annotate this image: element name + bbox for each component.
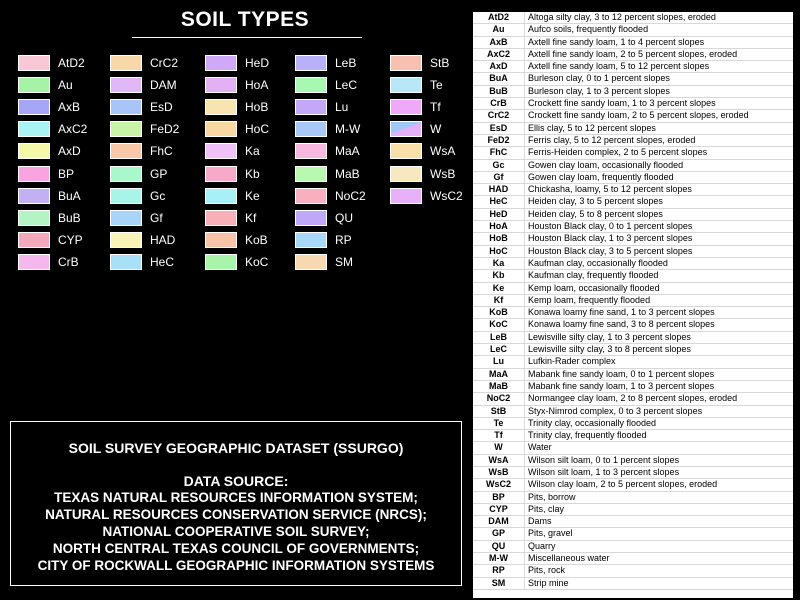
soil-code-cell: HeD	[473, 208, 525, 220]
soil-description-cell: Heiden clay, 5 to 8 percent slopes	[525, 208, 794, 220]
soil-description-cell: Pits, clay	[525, 503, 794, 515]
legend-item	[18, 162, 113, 184]
data-source-line: NORTH CENTRAL TEXAS COUNCIL OF GOVERNMENTS;	[52, 541, 420, 556]
swatch-column	[295, 52, 390, 273]
soil-description-cell: Quarry	[525, 540, 794, 552]
swatch-column	[205, 52, 300, 273]
soil-code-cell: HoA	[473, 221, 525, 233]
color-swatch	[295, 77, 327, 93]
soil-description-cell: Wilson silt loam, 1 to 3 percent slopes	[525, 466, 794, 478]
soil-code-cell: WsA	[473, 454, 525, 466]
legend-item	[205, 251, 300, 273]
soil-description-cell: Miscellaneous water	[525, 553, 794, 565]
legend-item	[18, 207, 113, 229]
color-swatch	[110, 210, 142, 226]
table-row	[473, 24, 793, 36]
color-swatch	[295, 99, 327, 115]
color-swatch	[18, 210, 50, 226]
table-row	[473, 48, 793, 60]
table-row	[473, 577, 793, 589]
swatch-column	[110, 52, 205, 273]
legend-item	[390, 140, 485, 162]
legend-item	[295, 118, 390, 140]
swatch-label: GP	[150, 166, 168, 181]
table-row	[473, 540, 793, 552]
soil-code-cell: BuA	[473, 73, 525, 85]
table-row	[473, 405, 793, 417]
soil-description-cell: Burleson clay, 0 to 1 percent slopes	[525, 73, 794, 85]
swatch-label: FeD2	[150, 122, 180, 137]
legend-item	[295, 74, 390, 96]
table-row	[473, 466, 793, 478]
soil-code-cell: QU	[473, 540, 525, 552]
table-row	[473, 61, 793, 73]
table-row	[473, 380, 793, 392]
legend-item	[205, 96, 300, 118]
soil-code-cell: Ke	[473, 282, 525, 294]
swatch-label: Gc	[150, 188, 166, 203]
color-swatch	[18, 55, 50, 71]
table-row	[473, 307, 793, 319]
soil-description-cell: Crockett fine sandy loam, 2 to 5 percent slopes, eroded	[525, 110, 794, 122]
table-row	[473, 184, 793, 196]
swatch-label: HoC	[245, 122, 270, 137]
soil-code-cell: EsD	[473, 122, 525, 134]
table-row	[473, 171, 793, 183]
data-source-line: CITY OF ROCKWALL GEOGRAPHIC INFORMATION SYSTEMS	[37, 558, 435, 573]
soil-description-cell: Wilson clay loam, 2 to 5 percent slopes, eroded	[525, 479, 794, 491]
legend-item	[205, 207, 300, 229]
table-row	[473, 454, 793, 466]
soil-code-cell: FeD2	[473, 134, 525, 146]
color-swatch	[205, 121, 237, 137]
table-row	[473, 73, 793, 85]
soil-code-cell: Ka	[473, 257, 525, 269]
swatch-label: Kb	[245, 166, 260, 181]
swatch-label: KoB	[245, 232, 268, 247]
table-row	[473, 12, 793, 24]
legend-item	[18, 140, 113, 162]
legend-item	[205, 185, 300, 207]
soil-code-cell: StB	[473, 405, 525, 417]
legend-item	[390, 185, 485, 207]
legend-item	[205, 162, 300, 184]
color-swatch	[205, 143, 237, 159]
color-swatch	[110, 188, 142, 204]
swatch-label: CYP	[58, 232, 83, 247]
soil-description-cell: Pits, borrow	[525, 491, 794, 503]
soil-code-cell: AxD	[473, 61, 525, 73]
legend-item	[110, 229, 205, 251]
soil-description-cell: Trinity clay, occasionally flooded	[525, 417, 794, 429]
swatch-label: EsD	[150, 100, 173, 115]
swatch-label: HoB	[245, 100, 269, 115]
swatch-label: MaB	[335, 166, 360, 181]
legend-item	[390, 162, 485, 184]
table-row	[473, 368, 793, 380]
table-row	[473, 331, 793, 343]
legend-item	[205, 52, 300, 74]
legend-item	[205, 140, 300, 162]
data-source-line: NATURAL RESOURCES CONSERVATION SERVICE (NRCS);	[45, 507, 427, 522]
color-swatch	[18, 99, 50, 115]
color-swatch	[295, 188, 327, 204]
soil-description-cell: Lewisville silty clay, 1 to 3 percent slopes	[525, 331, 794, 343]
legend-item	[205, 229, 300, 251]
color-swatch	[295, 210, 327, 226]
soil-code-cell: SM	[473, 577, 525, 589]
soil-code-cell: GP	[473, 528, 525, 540]
soil-code-cell: HAD	[473, 184, 525, 196]
soil-description-cell: Lufkin-Rader complex	[525, 356, 794, 368]
soil-code-cell: Te	[473, 417, 525, 429]
swatch-label: CrB	[58, 254, 79, 269]
swatch-column	[390, 52, 485, 207]
data-source-line: TEXAS NATURAL RESOURCES INFORMATION SYSTEM;	[54, 490, 418, 505]
soil-code-cell: HeC	[473, 196, 525, 208]
legend-item	[390, 118, 485, 140]
table-row	[473, 553, 793, 565]
swatch-label: HeC	[150, 254, 175, 269]
color-swatch	[18, 188, 50, 204]
swatch-label: HeD	[245, 56, 270, 71]
table-row	[473, 159, 793, 171]
soil-code-cell: WsC2	[473, 479, 525, 491]
swatch-label: CrC2	[150, 56, 179, 71]
legend-item	[110, 52, 205, 74]
swatch-label: BP	[58, 166, 75, 181]
color-swatch	[295, 55, 327, 71]
swatch-label: RP	[335, 232, 352, 247]
soil-code-cell: AxB	[473, 36, 525, 48]
swatch-label: LeC	[335, 78, 358, 93]
swatch-label: KoC	[245, 254, 269, 269]
legend-item	[110, 251, 205, 273]
legend-item	[18, 74, 113, 96]
soil-code-cell: Gf	[473, 171, 525, 183]
title-underline	[132, 37, 362, 38]
legend-item	[295, 251, 390, 273]
soil-description-cell: Water	[525, 442, 794, 454]
table-row	[473, 430, 793, 442]
soil-description-cell: Houston Black clay, 3 to 5 percent slopes	[525, 245, 794, 257]
table-row	[473, 503, 793, 515]
table-row	[473, 98, 793, 110]
table-row	[473, 294, 793, 306]
legend-title: SOIL TYPES	[180, 8, 310, 31]
data-source-heading: DATA SOURCE:	[183, 473, 289, 489]
table-row	[473, 147, 793, 159]
color-swatch	[205, 210, 237, 226]
soil-description-cell: Trinity clay, frequently flooded	[525, 430, 794, 442]
swatch-label: AxC2	[58, 122, 88, 137]
color-swatch	[110, 166, 142, 182]
color-swatch	[295, 121, 327, 137]
legend-item	[110, 140, 205, 162]
color-swatch	[18, 143, 50, 159]
table-row	[473, 516, 793, 528]
soil-description-cell: Strip mine	[525, 577, 794, 589]
soil-description-cell: Houston Black clay, 1 to 3 percent slopes	[525, 233, 794, 245]
swatch-label: MaA	[335, 144, 360, 159]
swatch-label: Kf	[245, 210, 257, 225]
color-swatch	[295, 254, 327, 270]
soil-code-cell: DAM	[473, 516, 525, 528]
swatch-label: FhC	[150, 144, 173, 159]
table-row	[473, 528, 793, 540]
color-swatch	[18, 232, 50, 248]
soil-description-cell: Crockett fine sandy loam, 1 to 3 percent slopes	[525, 98, 794, 110]
soil-code-cell: CrC2	[473, 110, 525, 122]
color-swatch	[390, 143, 422, 159]
table-row	[473, 270, 793, 282]
swatch-label: AtD2	[58, 56, 85, 71]
legend-item	[205, 74, 300, 96]
legend-item	[295, 162, 390, 184]
table-row	[473, 122, 793, 134]
swatch-label: Ka	[245, 144, 260, 159]
color-swatch	[205, 188, 237, 204]
swatch-label: WsB	[430, 166, 456, 181]
legend-item	[295, 207, 390, 229]
swatch-label: AxD	[58, 144, 81, 159]
soil-description-cell: Houston Black clay, 0 to 1 percent slopes	[525, 221, 794, 233]
legend-item	[18, 229, 113, 251]
table-row	[473, 356, 793, 368]
table-row	[473, 221, 793, 233]
color-swatch	[205, 166, 237, 182]
swatch-label: SM	[335, 254, 353, 269]
table-row	[473, 319, 793, 331]
swatch-label: M-W	[335, 122, 361, 137]
color-swatch	[18, 121, 50, 137]
legend-item	[295, 140, 390, 162]
swatch-label: HoA	[245, 78, 269, 93]
color-swatch	[390, 77, 422, 93]
soil-description-cell: Axtell fine sandy loam, 1 to 4 percent slopes	[525, 36, 794, 48]
soil-description-cell: Aufco soils, frequently flooded	[525, 24, 794, 36]
soil-code-cell: MaA	[473, 368, 525, 380]
color-swatch	[390, 188, 422, 204]
legend-item	[110, 74, 205, 96]
table-row	[473, 245, 793, 257]
legend-item	[390, 74, 485, 96]
soil-description-cell: Normangee clay loam, 2 to 8 percent slopes, eroded	[525, 393, 794, 405]
table-row	[473, 565, 793, 577]
color-swatch	[205, 232, 237, 248]
table-row	[473, 393, 793, 405]
legend-item	[295, 96, 390, 118]
soil-description-cell: Pits, rock	[525, 565, 794, 577]
legend-item	[295, 229, 390, 251]
soil-description-cell: Dams	[525, 516, 794, 528]
legend-item	[110, 185, 205, 207]
swatch-column	[18, 52, 113, 273]
soil-code-cell: LeB	[473, 331, 525, 343]
data-source-line: NATIONAL COOPERATIVE SOIL SURVEY;	[102, 524, 370, 539]
color-swatch	[390, 99, 422, 115]
color-swatch	[295, 232, 327, 248]
soil-description-cell: Konawa loamy fine sand, 3 to 8 percent slopes	[525, 319, 794, 331]
legend-item	[110, 207, 205, 229]
swatch-label: W	[430, 122, 442, 137]
soil-code-cell: NoC2	[473, 393, 525, 405]
color-swatch	[390, 166, 422, 182]
color-swatch	[110, 99, 142, 115]
legend-item	[18, 52, 113, 74]
soil-code-cell: W	[473, 442, 525, 454]
legend-item	[110, 96, 205, 118]
table-row	[473, 344, 793, 356]
soil-code-cell: MaB	[473, 380, 525, 392]
table-row	[473, 110, 793, 122]
soil-code-cell: HoB	[473, 233, 525, 245]
swatch-label: Tf	[430, 100, 441, 115]
soil-description-cell: Styx-Nimrod complex, 0 to 3 percent slopes	[525, 405, 794, 417]
table-row	[473, 479, 793, 491]
color-swatch	[110, 77, 142, 93]
swatch-label: LeB	[335, 56, 357, 71]
table-row	[473, 134, 793, 146]
table-row	[473, 442, 793, 454]
soil-description-cell: Mabank fine sandy loam, 0 to 1 percent slopes	[525, 368, 794, 380]
legend-item	[18, 118, 113, 140]
legend-item	[110, 118, 205, 140]
soil-description-table	[473, 12, 793, 598]
color-swatch	[205, 55, 237, 71]
soil-code-cell: AxC2	[473, 48, 525, 60]
soil-description-cell: Kemp loam, occasionally flooded	[525, 282, 794, 294]
table-row	[473, 85, 793, 97]
soil-code-cell: Au	[473, 24, 525, 36]
legend-item	[110, 162, 205, 184]
swatch-label: DAM	[150, 78, 177, 93]
color-swatch	[205, 77, 237, 93]
legend-item	[205, 118, 300, 140]
soil-code-cell: Lu	[473, 356, 525, 368]
table-row	[473, 417, 793, 429]
soil-description-cell: Burleson clay, 1 to 3 percent slopes	[525, 85, 794, 97]
table-row	[473, 282, 793, 294]
color-swatch	[18, 254, 50, 270]
soil-description-cell: Kaufman clay, occasionally flooded	[525, 257, 794, 269]
table-row	[473, 196, 793, 208]
soil-code-cell: RP	[473, 565, 525, 577]
soil-description-cell: Kaufman clay, frequently flooded	[525, 270, 794, 282]
soil-code-cell: KoB	[473, 307, 525, 319]
soil-description-cell: Ferris-Heiden complex, 2 to 5 percent slopes	[525, 147, 794, 159]
color-swatch	[18, 166, 50, 182]
soil-code-cell: BP	[473, 491, 525, 503]
legend-item	[390, 52, 485, 74]
color-swatch	[295, 143, 327, 159]
data-source-box	[10, 421, 462, 586]
color-swatch	[110, 254, 142, 270]
swatch-label: BuA	[58, 188, 81, 203]
color-swatch	[390, 121, 422, 137]
color-swatch	[110, 55, 142, 71]
soil-code-cell: CrB	[473, 98, 525, 110]
soil-description-cell: Heiden clay, 3 to 5 percent slopes	[525, 196, 794, 208]
soil-code-cell: M-W	[473, 553, 525, 565]
soil-description-cell: Konawa loamy fine sand, 1 to 3 percent slopes	[525, 307, 794, 319]
soil-description-cell: Altoga silty clay, 3 to 12 percent slopes, eroded	[525, 12, 794, 24]
soil-description-cell: Ferris clay, 5 to 12 percent slopes, eroded	[525, 134, 794, 146]
swatch-label: BuB	[58, 210, 81, 225]
swatch-label: StB	[430, 56, 450, 71]
swatch-label: NoC2	[335, 188, 366, 203]
swatch-label: Te	[430, 78, 443, 93]
swatch-label: QU	[335, 210, 353, 225]
color-swatch	[18, 77, 50, 93]
soil-description-cell: Axtell fine sandy loam, 5 to 12 percent slopes	[525, 61, 794, 73]
table-row	[473, 233, 793, 245]
swatch-label: Au	[58, 78, 73, 93]
legend-item	[18, 185, 113, 207]
soil-code-cell: Tf	[473, 430, 525, 442]
color-swatch	[295, 166, 327, 182]
soil-code-cell: AtD2	[473, 12, 525, 24]
swatch-label: HAD	[150, 232, 176, 247]
soil-description-cell: Kemp loam, frequently flooded	[525, 294, 794, 306]
soil-code-cell: Kb	[473, 270, 525, 282]
soil-description-cell: Chickasha, loamy, 5 to 12 percent slopes	[525, 184, 794, 196]
soil-description-cell: Ellis clay, 5 to 12 percent slopes	[525, 122, 794, 134]
color-swatch	[110, 121, 142, 137]
soil-description-cell: Mabank fine sandy loam, 1 to 3 percent slopes	[525, 380, 794, 392]
soil-code-cell: HoC	[473, 245, 525, 257]
color-swatch	[390, 55, 422, 71]
soil-code-cell: LeC	[473, 344, 525, 356]
soil-description-cell: Wilson silt loam, 0 to 1 percent slopes	[525, 454, 794, 466]
soil-code-cell: BuB	[473, 85, 525, 97]
soil-code-cell: Gc	[473, 159, 525, 171]
soil-code-cell: KoC	[473, 319, 525, 331]
dataset-name: SOIL SURVEY GEOGRAPHIC DATASET (SSURGO)	[68, 440, 404, 456]
color-swatch	[110, 232, 142, 248]
soil-description-cell: Lewisville silty clay, 3 to 8 percent slopes	[525, 344, 794, 356]
color-swatch	[205, 254, 237, 270]
swatch-label: WsC2	[430, 188, 463, 203]
color-swatch	[205, 99, 237, 115]
soil-description-cell: Gowen clay loam, occasionally flooded	[525, 159, 794, 171]
legend-item	[18, 251, 113, 273]
soil-description-cell: Axtell fine sandy loam, 2 to 5 percent slopes, eroded	[525, 48, 794, 60]
soil-description-cell: Pits, gravel	[525, 528, 794, 540]
swatch-label: Ke	[245, 188, 260, 203]
table-row	[473, 491, 793, 503]
soil-code-cell: WsB	[473, 466, 525, 478]
table-row	[473, 36, 793, 48]
legend-item	[390, 96, 485, 118]
table-row	[473, 257, 793, 269]
soil-description-cell: Gowen clay loam, frequently flooded	[525, 171, 794, 183]
swatch-label: Gf	[150, 210, 163, 225]
soil-code-cell: FhC	[473, 147, 525, 159]
color-swatch	[110, 143, 142, 159]
legend-item	[18, 96, 113, 118]
legend-item	[295, 185, 390, 207]
legend-item	[295, 52, 390, 74]
soil-code-cell: Kf	[473, 294, 525, 306]
swatch-label: Lu	[335, 100, 349, 115]
swatch-label: WsA	[430, 144, 456, 159]
swatch-label: AxB	[58, 100, 81, 115]
soil-code-cell: CYP	[473, 503, 525, 515]
table-row	[473, 208, 793, 220]
